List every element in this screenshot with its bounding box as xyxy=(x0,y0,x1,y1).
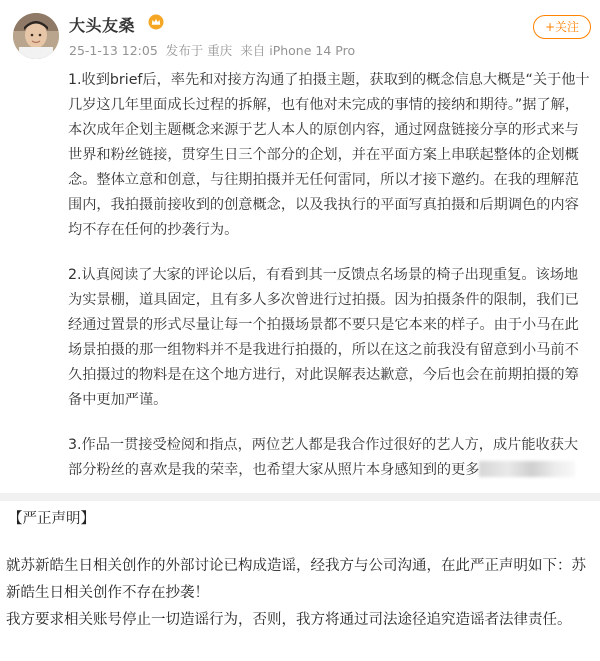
notice-line-1: 就苏新皓生日相关创作的外部讨论已构成造谣，经我方与公司沟通，在此严正声明如下：苏新皓生日相关创作不存在抄袭！ xyxy=(6,558,586,601)
notice-title: 【严正声明】 xyxy=(8,511,95,527)
post-meta xyxy=(69,41,359,59)
post-location: 发布于 重庆 xyxy=(165,43,233,58)
user-name[interactable]: 大头友桑 xyxy=(69,16,136,35)
post-paragraph-3 xyxy=(68,433,590,483)
follow-button[interactable]: +关注 xyxy=(533,15,591,39)
post-paragraph-1: 1.收到brief后，率先和对接方沟通了拍摄主题，获取到的概念信息大概是“关于他十几岁这几年里面成长过程的拆解，也有他对未完成的事情的接纳和期待。”据了解，本次成年企划主题概念来源于艺人本人的原创内容，通过网盘链接分享的形式来与世界和粉丝链接，贯穿生日三个部分的企划，并在平面方案上串联起整体的企划概念。整体立意和创意，与往期拍摄并无任何雷同，所以才接下邀约。在我的理解范围内，我拍摄前接收到的创意概念，以及我执行的平面写真拍摄和后期调色的内容均不存在任何的抄袭行为。 xyxy=(68,72,590,238)
section-divider xyxy=(0,493,600,501)
notice-body xyxy=(6,553,594,634)
post-paragraph-2: 2.认真阅读了大家的评论以后，有看到其一反馈点名场景的椅子出现重复。该场地为实景棚，道具固定，且有多人多次曾进行过拍摄。因为拍摄条件的限制，我们已经通过置景的形式尽量让每一个拍摄场景都不要只是它本来的样子。由于小马在此场景拍摄的那一组物料并不是我进行拍摄的，所以在这之前我没有留意到小马前不久拍摄过的物料是在这个地方进行，对此误解表达歉意，今后也会在前期拍摄的筹备中更加严谨。 xyxy=(68,267,579,408)
post-timestamp[interactable]: 25-1-13 12:05 xyxy=(69,43,158,58)
avatar[interactable] xyxy=(13,13,59,59)
statement-notice xyxy=(0,501,600,661)
blurred-text-mask xyxy=(479,461,575,477)
gold-crown-icon xyxy=(148,14,164,30)
post-source: 来自 iPhone 14 Pro xyxy=(240,43,356,58)
post-content xyxy=(68,68,590,483)
post-paragraph-3-text: 3.作品一贯接受检阅和指点，两位艺人都是我合作过很好的艺人方，成片能收获大部分粉丝的喜欢是我的荣幸，也希望大家从照片本身感知到的更多 xyxy=(68,437,579,478)
notice-line-2: 我方要求相关账号停止一切造谣行为，否则，我方将通过司法途径追究造谣者法律责任。 xyxy=(6,612,572,628)
